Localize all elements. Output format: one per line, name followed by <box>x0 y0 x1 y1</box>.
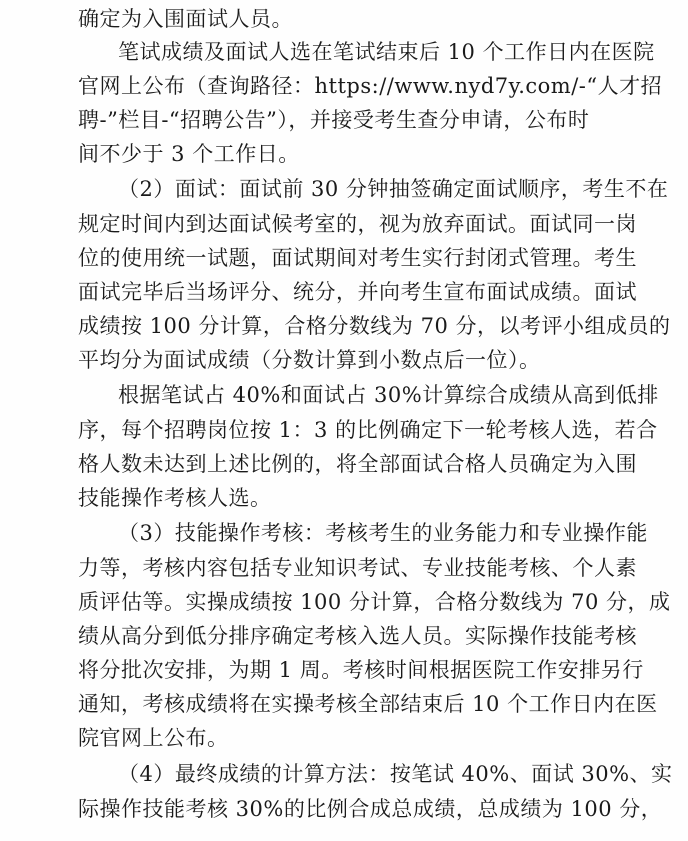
text-line: 官网上公布（查询路径：https://www.nyd7y.com/-“人才招 <box>78 74 663 98</box>
text-line: （2）面试：面试前 30 分钟抽签确定面试顺序，考生不在 <box>118 177 669 201</box>
text-line: 成绩按 100 分计算，合格分数线为 70 分，以考评小组成员的 <box>78 314 671 338</box>
text-line: （3）技能操作考核：考核考生的业务能力和专业操作能 <box>118 521 648 545</box>
text-line: 力等，考核内容包括专业知识考试、专业技能考核、个人素 <box>78 556 637 580</box>
text-line: 院官网上公布。 <box>78 726 229 750</box>
text-line: 质评估等。实操成绩按 100 分计算，合格分数线为 70 分，成 <box>78 590 671 614</box>
text-line: 序，每个招聘岗位按 1：3 的比例确定下一轮考核人选，若合 <box>78 418 658 442</box>
text-line: 间不少于 3 个工作日。 <box>78 142 300 166</box>
text-line: 聘-”栏目-“招聘公告”），并接受考生查分申请，公布时 <box>78 108 590 132</box>
text-line: 笔试成绩及面试人选在笔试结束后 10 个工作日内在医院 <box>118 40 655 64</box>
text-line: 平均分为面试成绩（分数计算到小数点后一位）。 <box>78 348 541 372</box>
text-line: 通知，考核成绩将在实操考核全部结束后 10 个工作日内在医 <box>78 692 658 716</box>
text-line: 规定时间内到达面试候考室的，视为放弃面试。面试同一岗 <box>78 212 637 236</box>
text-line: 将分批次安排，为期 1 周。考核时间根据医院工作安排另行 <box>78 658 644 682</box>
text-line: 格人数未达到上述比例的，将全部面试合格人员确定为入围 <box>78 452 637 476</box>
text-line: 位的使用统一试题，面试期间对考生实行封闭式管理。考生 <box>78 246 637 270</box>
text-line: 确定为入围面试人员。 <box>78 7 293 31</box>
text-line: 面试完毕后当场评分、统分，并向考生宣布面试成绩。面试 <box>78 280 637 304</box>
text-line: 根据笔试占 40%和面试占 30%计算综合成绩从高到低排 <box>118 383 659 407</box>
text-line: 际操作技能考核 30%的比例合成总成绩，总成绩为 100 分， <box>78 797 663 821</box>
text-line: 技能操作考核人选。 <box>78 486 272 510</box>
text-line: 绩从高分到低分排序确定考核入选人员。实际操作技能考核 <box>78 624 637 648</box>
text-line: （4）最终成绩的计算方法：按笔试 40%、面试 30%、实 <box>118 762 673 786</box>
